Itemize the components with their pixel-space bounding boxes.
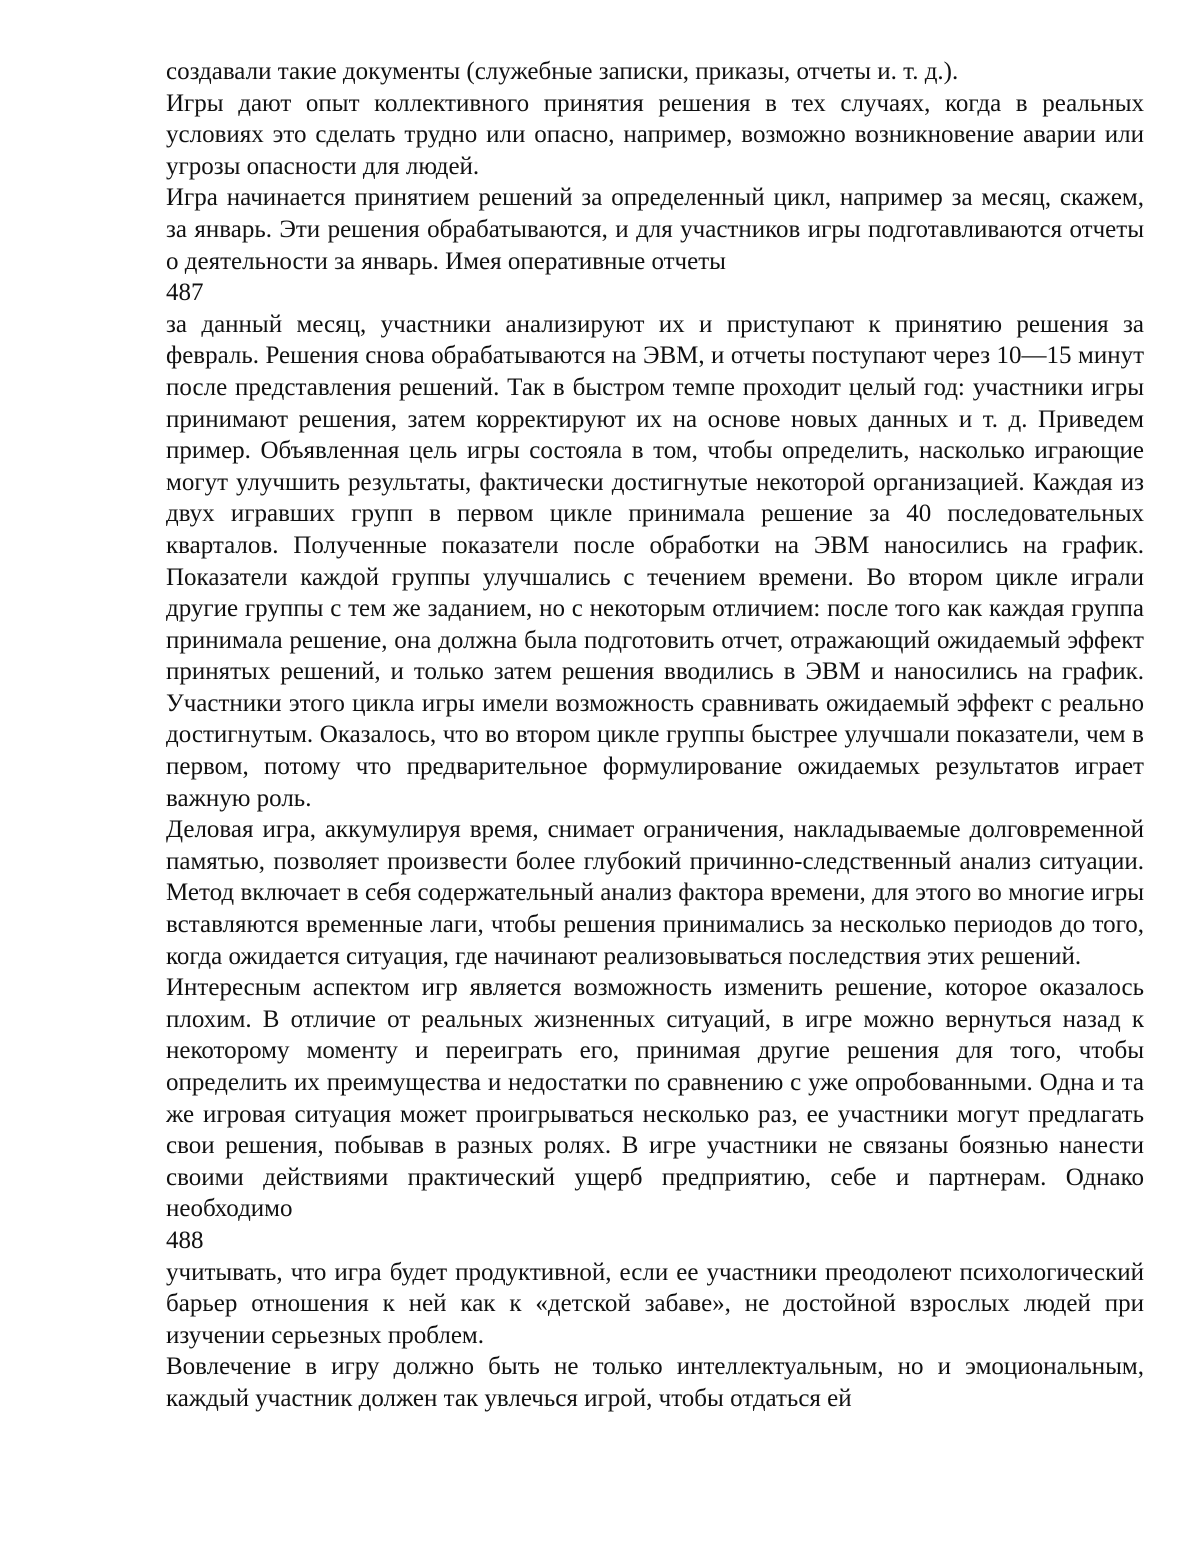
page-number: 487 — [166, 279, 204, 307]
paragraph: Игры дают опыт коллективного принятия решения в тех случаях, когда в реальных условиях это сделать трудно или опасно, например, возможно возникновение аварии или угрозы опасности для людей. — [166, 89, 1144, 180]
paragraph: учитывать, что игра будет продуктивной, если ее участники преодолеют психологический барьер отношения к ней как к «детской забаве», не достойной взрослых людей при изучении серьезных проблем. — [166, 1258, 1144, 1349]
paragraph: Деловая игра, аккумулируя время, снимает ограничения, накладываемые долговременной памятью, позволяет произвести более глубокий причинно-следственный анализ ситуации. Метод включает в себя содержательный анализ фактора времени, для этого во многие игры вставляются временные лаги, чтобы решения принимались за несколько периодов до того, когда ожидается ситуация, где начинают реализовываться последствия этих решений. — [166, 816, 1144, 970]
paragraph: создавали такие документы (служебные записки, приказы, отчеты и. т. д.). — [166, 58, 959, 85]
paragraph: Интересным аспектом игр является возможность изменить решение, которое оказалось плохим. В отличие от реальных жизненных ситуаций, в игре можно вернуться назад к некоторому моменту и переиграть его, принимая другие решения для того, чтобы определить их преимущества и недостатки по сравнению с уже опробованными. Одна и та же игровая ситуация может проигрываться несколько раз, ее участники могут предлагать свои решения, побывав в разных ролях. В игре участники не связаны боязнью нанести своими действиями практический ущерб предприятию, себе и партнерам. Однако необходимо — [166, 974, 1144, 1223]
document-page — [166, 56, 1144, 1415]
paragraph: Игра начинается принятием решений за определенный цикл, например за месяц, скажем, за январь. Эти решения обрабатываются, и для участников игры подготавливаются отчеты о деятельности за январь. Имея оперативные отчеты — [166, 184, 1144, 275]
page-number: 488 — [166, 1226, 204, 1254]
paragraph: Вовлечение в игру должно быть не только интеллектуальным, но и эмоциональным, каждый участник должен так увлечься игрой, чтобы отдаться ей — [166, 1353, 1144, 1412]
paragraph: за данный месяц, участники анализируют их и приступают к принятию решения за февраль. Решения снова обрабатываются на ЭВМ, и отчеты поступают через 10—15 минут после представления решений. Так в быстром темпе проходит целый год: участники игры принимают решения, затем корректируют их на основе новых данных и т. д. Приведем пример. Объявленная цель игры состояла в том, чтобы определить, насколько играющие могут улучшить результаты, фактически достигнутые некоторой организацией. Каждая из двух игравших групп в первом цикле принимала решение за 40 последовательных кварталов. Полученные показатели после обработки на ЭВМ наносились на график. Показатели каждой группы улучшались с течением времени. Во втором цикле играли другие группы с тем же заданием, но с некоторым отличием: после того как каждая группа принимала решение, она должна была подготовить отчет, отражающий ожидаемый эффект принятых решений, и только затем решения вводились в ЭВМ и наносились на график. Участники этого цикла игры имели возможность сравнивать ожидаемый эффект с реально достигнутым. Оказалось, что во втором цикле группы быстрее улучшали показатели, чем в первом, потому что предварительное формулирование ожидаемых результатов играет важную роль. — [166, 310, 1144, 812]
